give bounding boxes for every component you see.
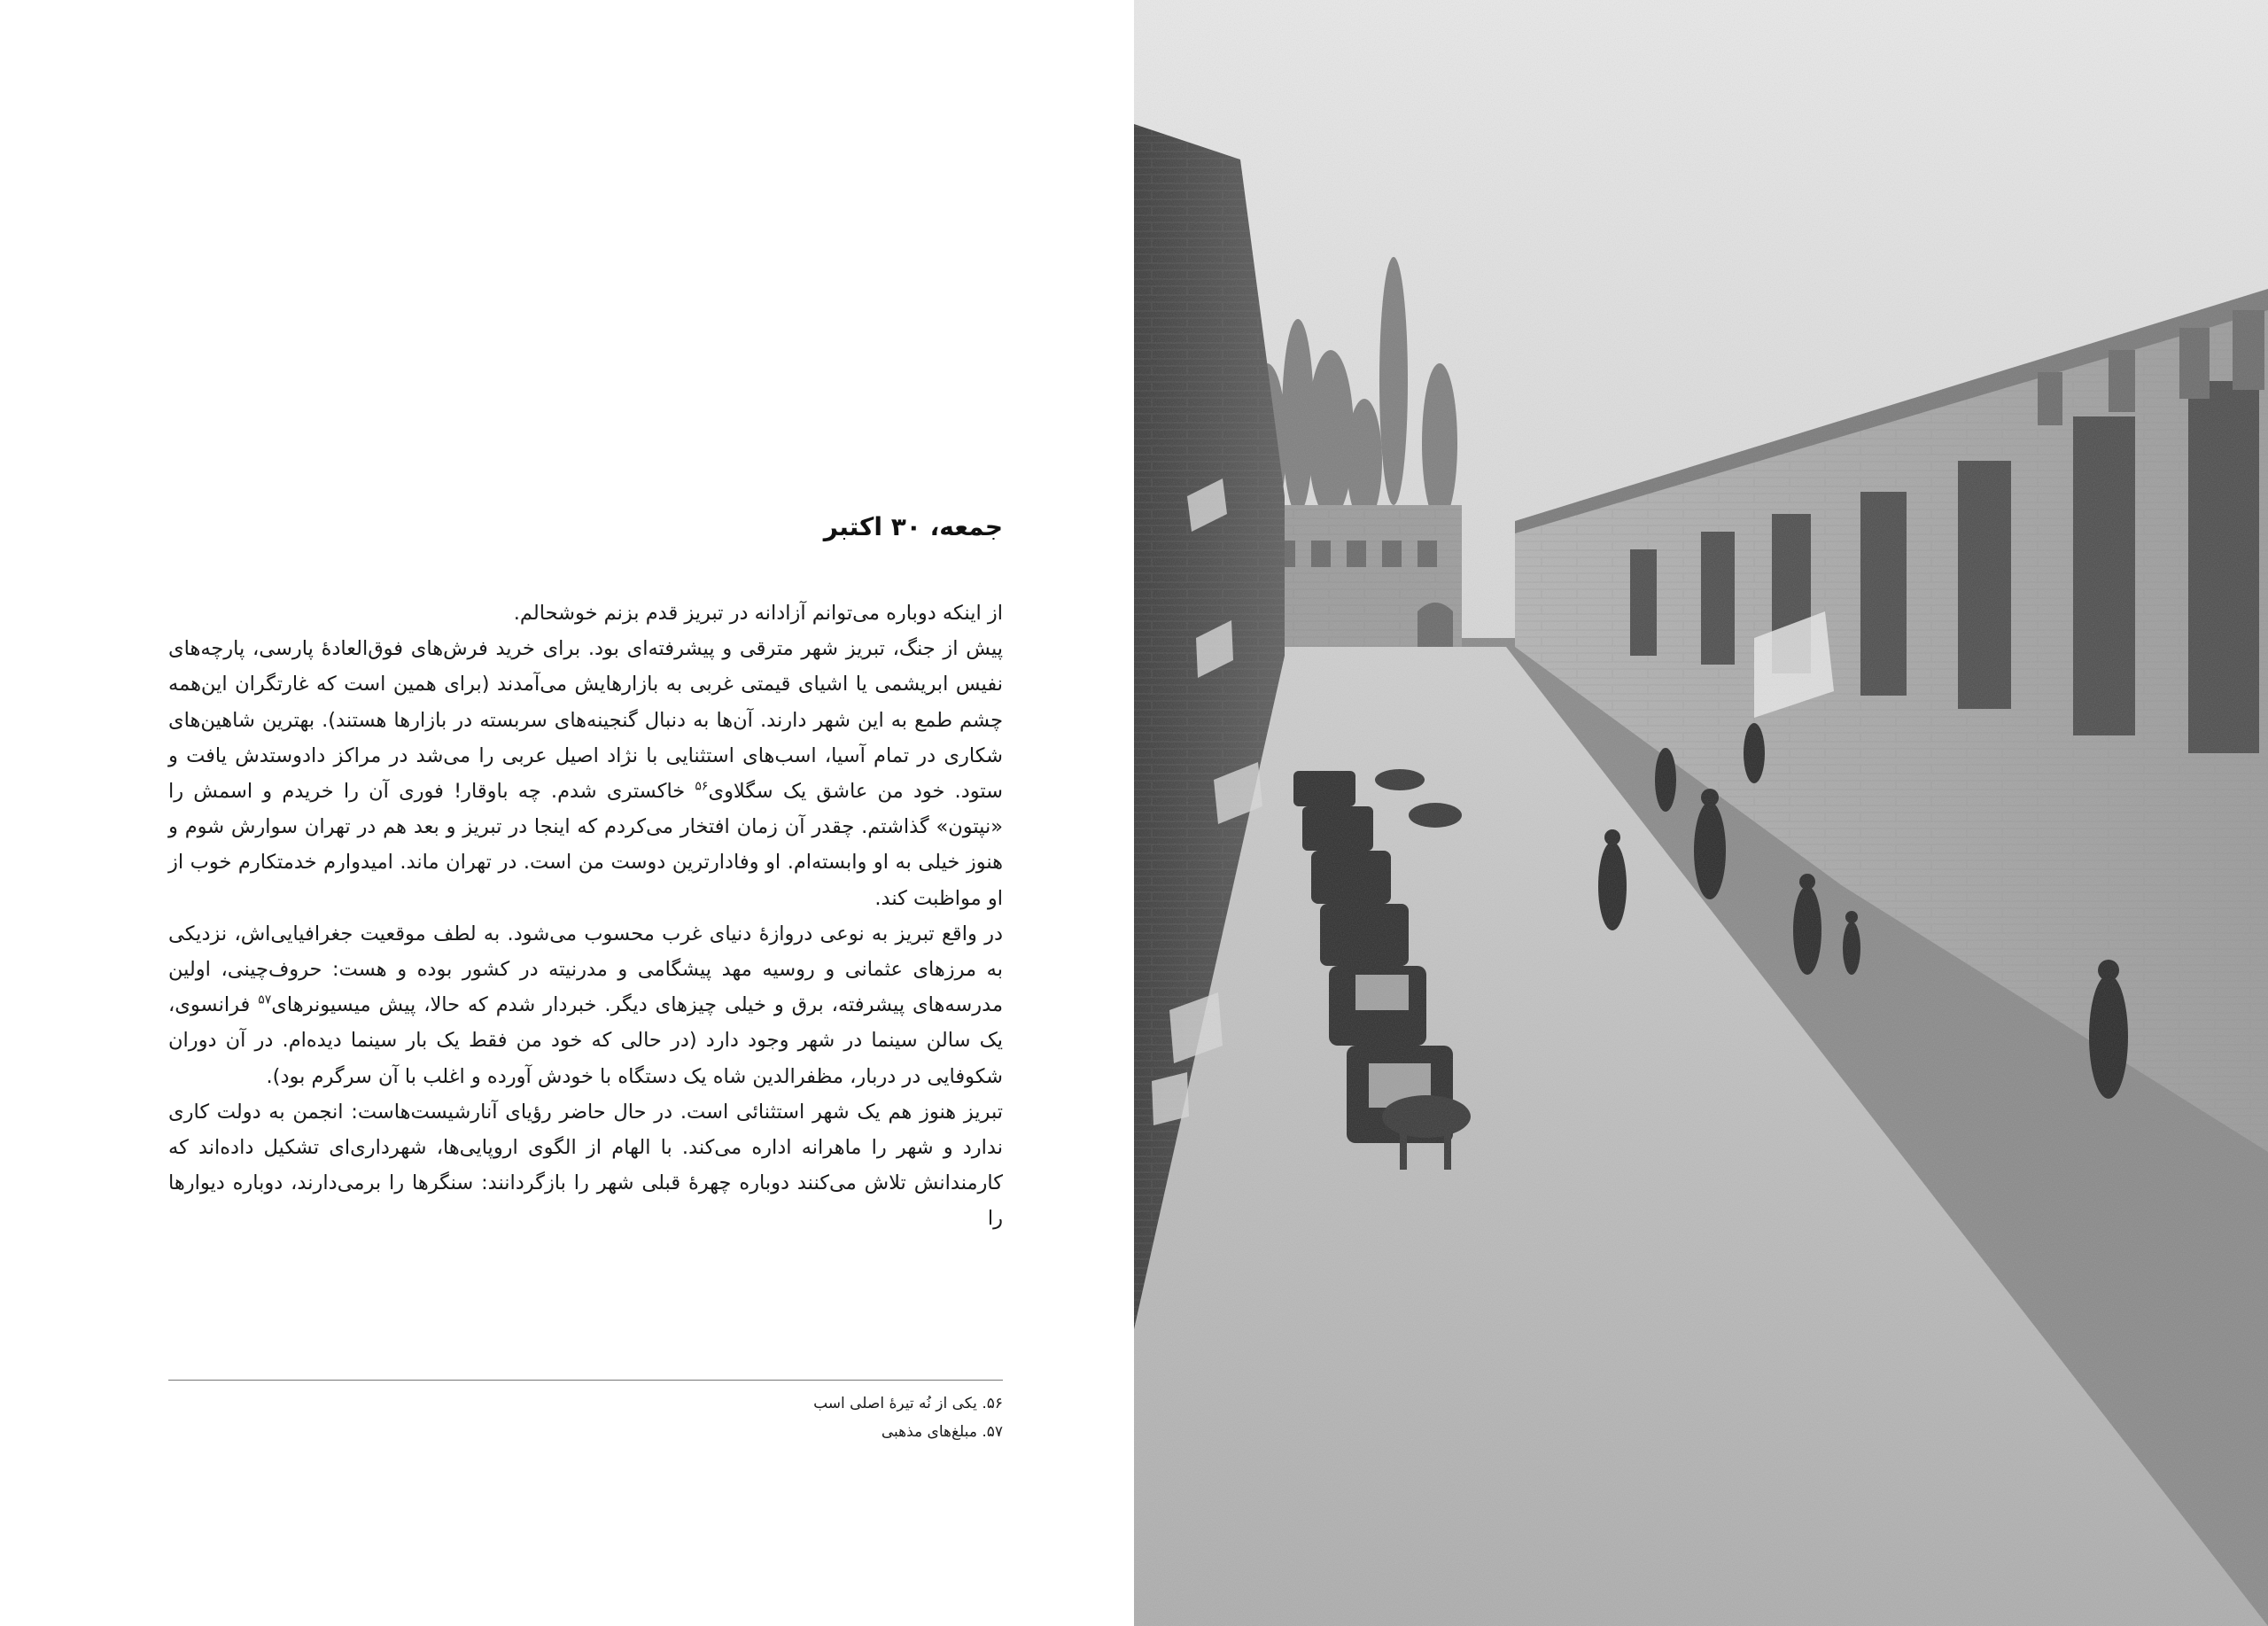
paragraph-1-text: از اینکه دوباره می‌توانم آزادانه در تبریز قدم بزنم خوشحالم. — [513, 602, 1003, 625]
paragraph-4-text: تبریز هنوز هم یک شهر استثنائی است. در حال حاضر رؤیای آنارشیست‌هاست: انجمن به دولت کاری ندارد و شهر را ماهرانه اداره می‌کند. با الهام از الگوی اروپایی‌ها، شهرداری‌ای تشکیل داده‌اند که کارمندانش تلاش می‌کنند دوباره چهرهٔ قبلی شهر را بازگردانند: سنگرها را برمی‌دارند، دوباره دیوارها را — [168, 1100, 1003, 1231]
paragraph-4 — [168, 1094, 1003, 1237]
paragraph-3-text: در واقع تبریز به نوعی دروازهٔ دنیای غرب محسوب می‌شود. به لطف موقعیت جغرافیایی‌اش، نزدیکی به مرزهای عثمانی و روسیه مهد پیشگامی و مدرنیته در کشور بوده و هست: حروف‌چینی، اولین مدرسه‌های پیشرفته، برق و خیلی چیزهای دیگر. خبردار شدم که حالا، پیش میسیونرهای — [168, 922, 1003, 1017]
footnote-ref-56[interactable]: ۵۶ — [695, 779, 709, 794]
body-text — [168, 595, 1003, 1237]
footnote-57: ۵۷. مبلغ‌های مذهبی — [881, 1423, 1003, 1441]
paragraph-2 — [168, 631, 1003, 916]
paragraph-1 — [168, 595, 1003, 631]
paragraph-3-text-after: فرانسوی، یک سالن سینما در شهر وجود دارد (در حالی که خود من فقط یک بار سینما دیده‌ام. در آن دوران شکوفایی در دربار، مظفرالدین شاه یک دستگاه با خودش آورده و اغلب با آن سرگرم بود). — [168, 993, 1003, 1088]
entry-heading: جمعه، ۳۰ اکتبر — [823, 512, 1003, 541]
footnote-divider — [168, 1380, 1003, 1381]
street-photograph — [1134, 0, 2268, 1626]
paragraph-3 — [168, 916, 1003, 1094]
footnote-ref-57[interactable]: ۵۷ — [258, 992, 272, 1007]
paragraph-2-text: پیش از جنگ، تبریز شهر مترقی و پیشرفته‌ای بود. برای خرید فرش‌های فوق‌العادهٔ پارسی، پارچه‌های نفیس ابریشمی یا اشیای قیمتی غربی به بازارهایش می‌آمدند (برای همین است که غارتگران این‌همه چشم طمع به این شهر دارند. آن‌ها به دنبال گنجینه‌های سربسته در بازارها هستند). بهترین شاهین‌های شکاری در تمام آسیا، اسب‌های استثنایی با نژاد اصیل عربی را می‌شد در مراکز دادوستدش یافت و ستود. خود من عاشق یک سگلاوی — [168, 637, 1003, 804]
footnote-56: ۵۶. یکی از نُه تیرهٔ اصلی اسب — [813, 1395, 1003, 1412]
footnotes — [168, 1389, 1003, 1446]
street-scene-image — [1134, 0, 2268, 1626]
paragraph-2-text-after: خاکستری شدم. چه باوقار! فوری آن را خریدم و اسمش را «نپتون» گذاشتم. چقدر آن زمان افتخار می‌کردم که اینجا در تبریز و بعد هم در تهران سوارش شوم و هنوز خیلی به او وابسته‌ام. او وفادارترین دوست من است. در تهران ماند. امیدوارم خدمتکارم خوب از او مواظبت کند. — [168, 780, 1003, 910]
